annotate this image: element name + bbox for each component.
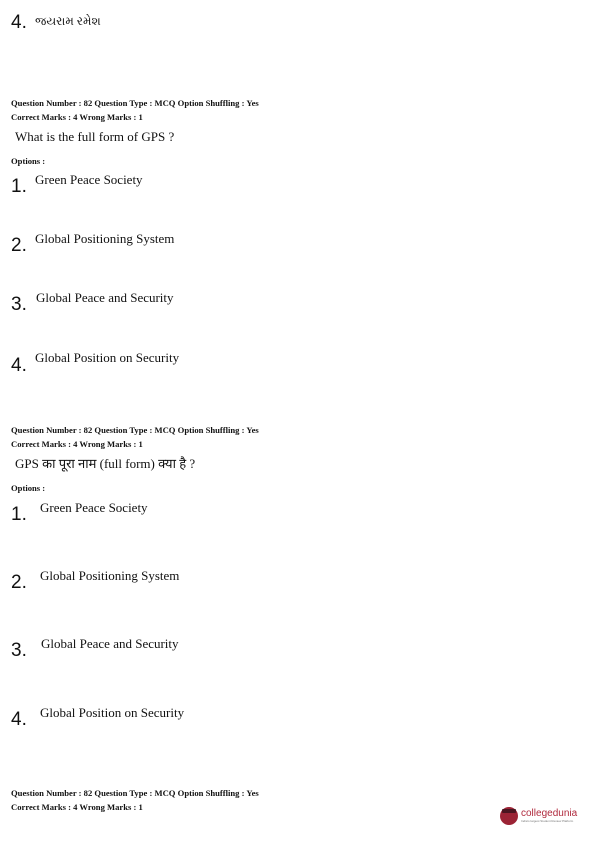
options-label: Options : bbox=[11, 156, 46, 166]
graduation-cap-icon bbox=[500, 807, 518, 825]
option-number: 2. bbox=[11, 235, 27, 256]
option-number: 3. bbox=[11, 640, 27, 661]
option-text: Green Peace Society bbox=[40, 500, 148, 515]
option-text: Global Peace and Security bbox=[41, 636, 179, 651]
option-number: 1. bbox=[11, 176, 27, 197]
options-label: Options : bbox=[11, 483, 46, 493]
option-text: Global Positioning System bbox=[40, 568, 180, 583]
option-number: 2. bbox=[11, 572, 27, 593]
question-text: What is the full form of GPS ? bbox=[15, 129, 175, 144]
option-number: 4. bbox=[11, 355, 27, 376]
logo-tagline: India's largest Student Review Platform bbox=[521, 818, 574, 823]
question-text: GPS का पूरा नाम (full form) क्या है ? bbox=[15, 456, 196, 471]
option-number: 4. bbox=[11, 709, 27, 730]
option-number: 1. bbox=[11, 504, 27, 525]
option-text: Global Position on Security bbox=[35, 350, 180, 365]
option-number: 3. bbox=[11, 294, 27, 315]
option-text: Green Peace Society bbox=[35, 172, 143, 187]
marks-meta-line: Correct Marks : 4 Wrong Marks : 1 bbox=[11, 802, 143, 812]
option-text: Global Position on Security bbox=[40, 705, 185, 720]
option-number: 4. bbox=[11, 12, 27, 33]
marks-meta-line: Correct Marks : 4 Wrong Marks : 1 bbox=[11, 112, 143, 122]
option-text: Global Peace and Security bbox=[36, 290, 174, 305]
question-meta-line: Question Number : 82 Question Type : MCQ Option Shuffling : Yes bbox=[11, 788, 259, 798]
option-text: Global Positioning System bbox=[35, 231, 175, 246]
option-text: જયરામ રમેશ bbox=[35, 14, 101, 28]
question-meta-line: Question Number : 82 Question Type : MCQ Option Shuffling : Yes bbox=[11, 98, 259, 108]
logo-name: collegedunia bbox=[521, 807, 578, 819]
collegedunia-logo bbox=[500, 807, 577, 825]
marks-meta-line: Correct Marks : 4 Wrong Marks : 1 bbox=[11, 439, 143, 449]
question-meta-line: Question Number : 82 Question Type : MCQ Option Shuffling : Yes bbox=[11, 425, 259, 435]
